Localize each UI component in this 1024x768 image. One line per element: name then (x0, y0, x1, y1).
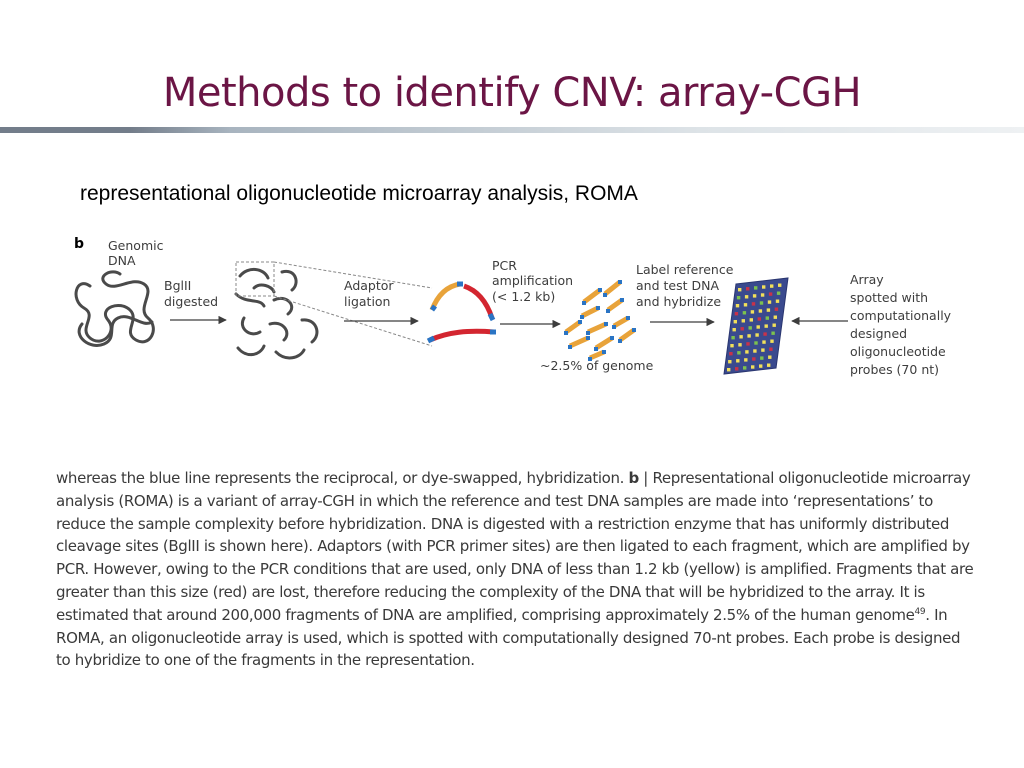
roma-workflow-diagram (60, 228, 980, 393)
array-spot (776, 300, 779, 303)
panel-label: b (74, 236, 85, 252)
array-spot (734, 320, 737, 323)
bglii-digested-label: BglII digested (164, 278, 219, 309)
array-spot (755, 333, 758, 336)
array-description-label: Array spotted with computationally designed oligonucleotide probes (70 nt) (850, 272, 952, 377)
array-spot (758, 317, 761, 320)
array-spot (767, 364, 770, 367)
array-spot (778, 284, 781, 287)
array-spot (744, 303, 747, 306)
array-spot (753, 294, 756, 297)
array-spot (751, 310, 754, 313)
caption-ending: . In ROMA, an oligonucleotide array is used, which is spotted with computationally designed 70-nt probes. Each probe is designed to hybridize to one of the fragments in the representation. (56, 605, 961, 670)
label-hybridize-label: Label reference and test DNA and hybridize (636, 262, 734, 309)
caption-body: Representational oligonucleotide microarray analysis (ROMA) is a variant of array-CGH in which the reference and test DNA samples are made into ‘representations’ to reduce the sample complexity before hybridization. DNA is digested with a restriction enzyme that has uniformly distributed cleavage sites (BglII is shown here). Adaptors (with PCR primer sites) are then ligated to each fragment, which are amplified by PCR. However, owing to the PCR conditions that are used, only DNA of less than 1.2 kb (yellow) is amplified. Fragments that are greater than this size (red) are lost, therefore reducing the complexity of the DNA that will be hybridized to the array. It is estimated that around 200,000 fragments of DNA are amplified, comprising approximately 2.5% of the human genome (56, 469, 974, 624)
array-spot (750, 318, 753, 321)
array-spot (737, 351, 740, 354)
array-spot (739, 335, 742, 338)
caption-separator: | (638, 469, 653, 487)
array-spot (752, 302, 755, 305)
array-spot (752, 357, 755, 360)
array-spot (765, 324, 768, 327)
array-spot (769, 292, 772, 295)
array-spot (746, 342, 749, 345)
array-spot (731, 336, 734, 339)
array-spot (774, 316, 777, 319)
array-spot (738, 288, 741, 291)
array-spot (762, 340, 765, 343)
array-spot (771, 332, 774, 335)
array-spot (745, 350, 748, 353)
array-spot (767, 308, 770, 311)
array-spot (757, 325, 760, 328)
array-spot (744, 358, 747, 361)
ligated-fragments (428, 284, 496, 341)
array-spot (730, 344, 733, 347)
slide-title: Methods to identify CNV: array-CGH (162, 70, 862, 116)
array-spot (760, 356, 763, 359)
array-spot (733, 328, 736, 331)
array-spot (728, 360, 731, 363)
array-spot (737, 296, 740, 299)
figure-caption (56, 467, 976, 672)
pcr-amplification-label: PCR amplification (< 1.2 kb) (492, 258, 574, 304)
array-spot (777, 292, 780, 295)
array-spot (727, 368, 730, 371)
array-spot (770, 340, 773, 343)
array-spot (742, 319, 745, 322)
genomic-dna-label: Genomic DNA (108, 238, 164, 268)
adaptor-ligation-label: Adaptor ligation (344, 278, 394, 309)
digested-fragments (236, 269, 317, 358)
array-spot (773, 324, 776, 327)
array-spot (749, 326, 752, 329)
array-spot (729, 352, 732, 355)
array-spot (762, 285, 765, 288)
slide-subtitle: representational oligonucleotide microarray analysis, ROMA (80, 182, 638, 205)
array-spot (761, 348, 764, 351)
caption-intro: whereas the blue line represents the reciprocal, or dye-swapped, hybridization. (56, 469, 629, 487)
array-spot (746, 287, 749, 290)
array-spot (743, 311, 746, 314)
caption-panel-label: b (628, 469, 639, 487)
genomic-dna-strand (76, 272, 153, 346)
amplified-fragments (566, 282, 634, 358)
array-spot (763, 332, 766, 335)
array-spot (759, 364, 762, 367)
array-spot (770, 284, 773, 287)
array-spot (751, 365, 754, 368)
array-spot (754, 286, 757, 289)
array-spot (766, 316, 769, 319)
array-spot (760, 301, 763, 304)
array-spot (743, 366, 746, 369)
array-spot (745, 295, 748, 298)
array-spot (738, 343, 741, 346)
array-spot (768, 356, 771, 359)
genome-fraction-label: ~2.5% of genome (540, 358, 654, 373)
array-spot (761, 293, 764, 296)
array-spot (735, 367, 738, 370)
title-divider (0, 127, 1024, 133)
caption-reference: 49 (914, 606, 926, 617)
array-spot (735, 312, 738, 315)
microarray-slide (724, 278, 788, 374)
array-spot (759, 309, 762, 312)
array-spot (753, 349, 756, 352)
array-spot (747, 334, 750, 337)
array-spot (769, 348, 772, 351)
array-spot (741, 327, 744, 330)
array-spot (768, 300, 771, 303)
array-spot (736, 359, 739, 362)
array-spot (736, 304, 739, 307)
array-spot (754, 341, 757, 344)
array-spot (775, 308, 778, 311)
